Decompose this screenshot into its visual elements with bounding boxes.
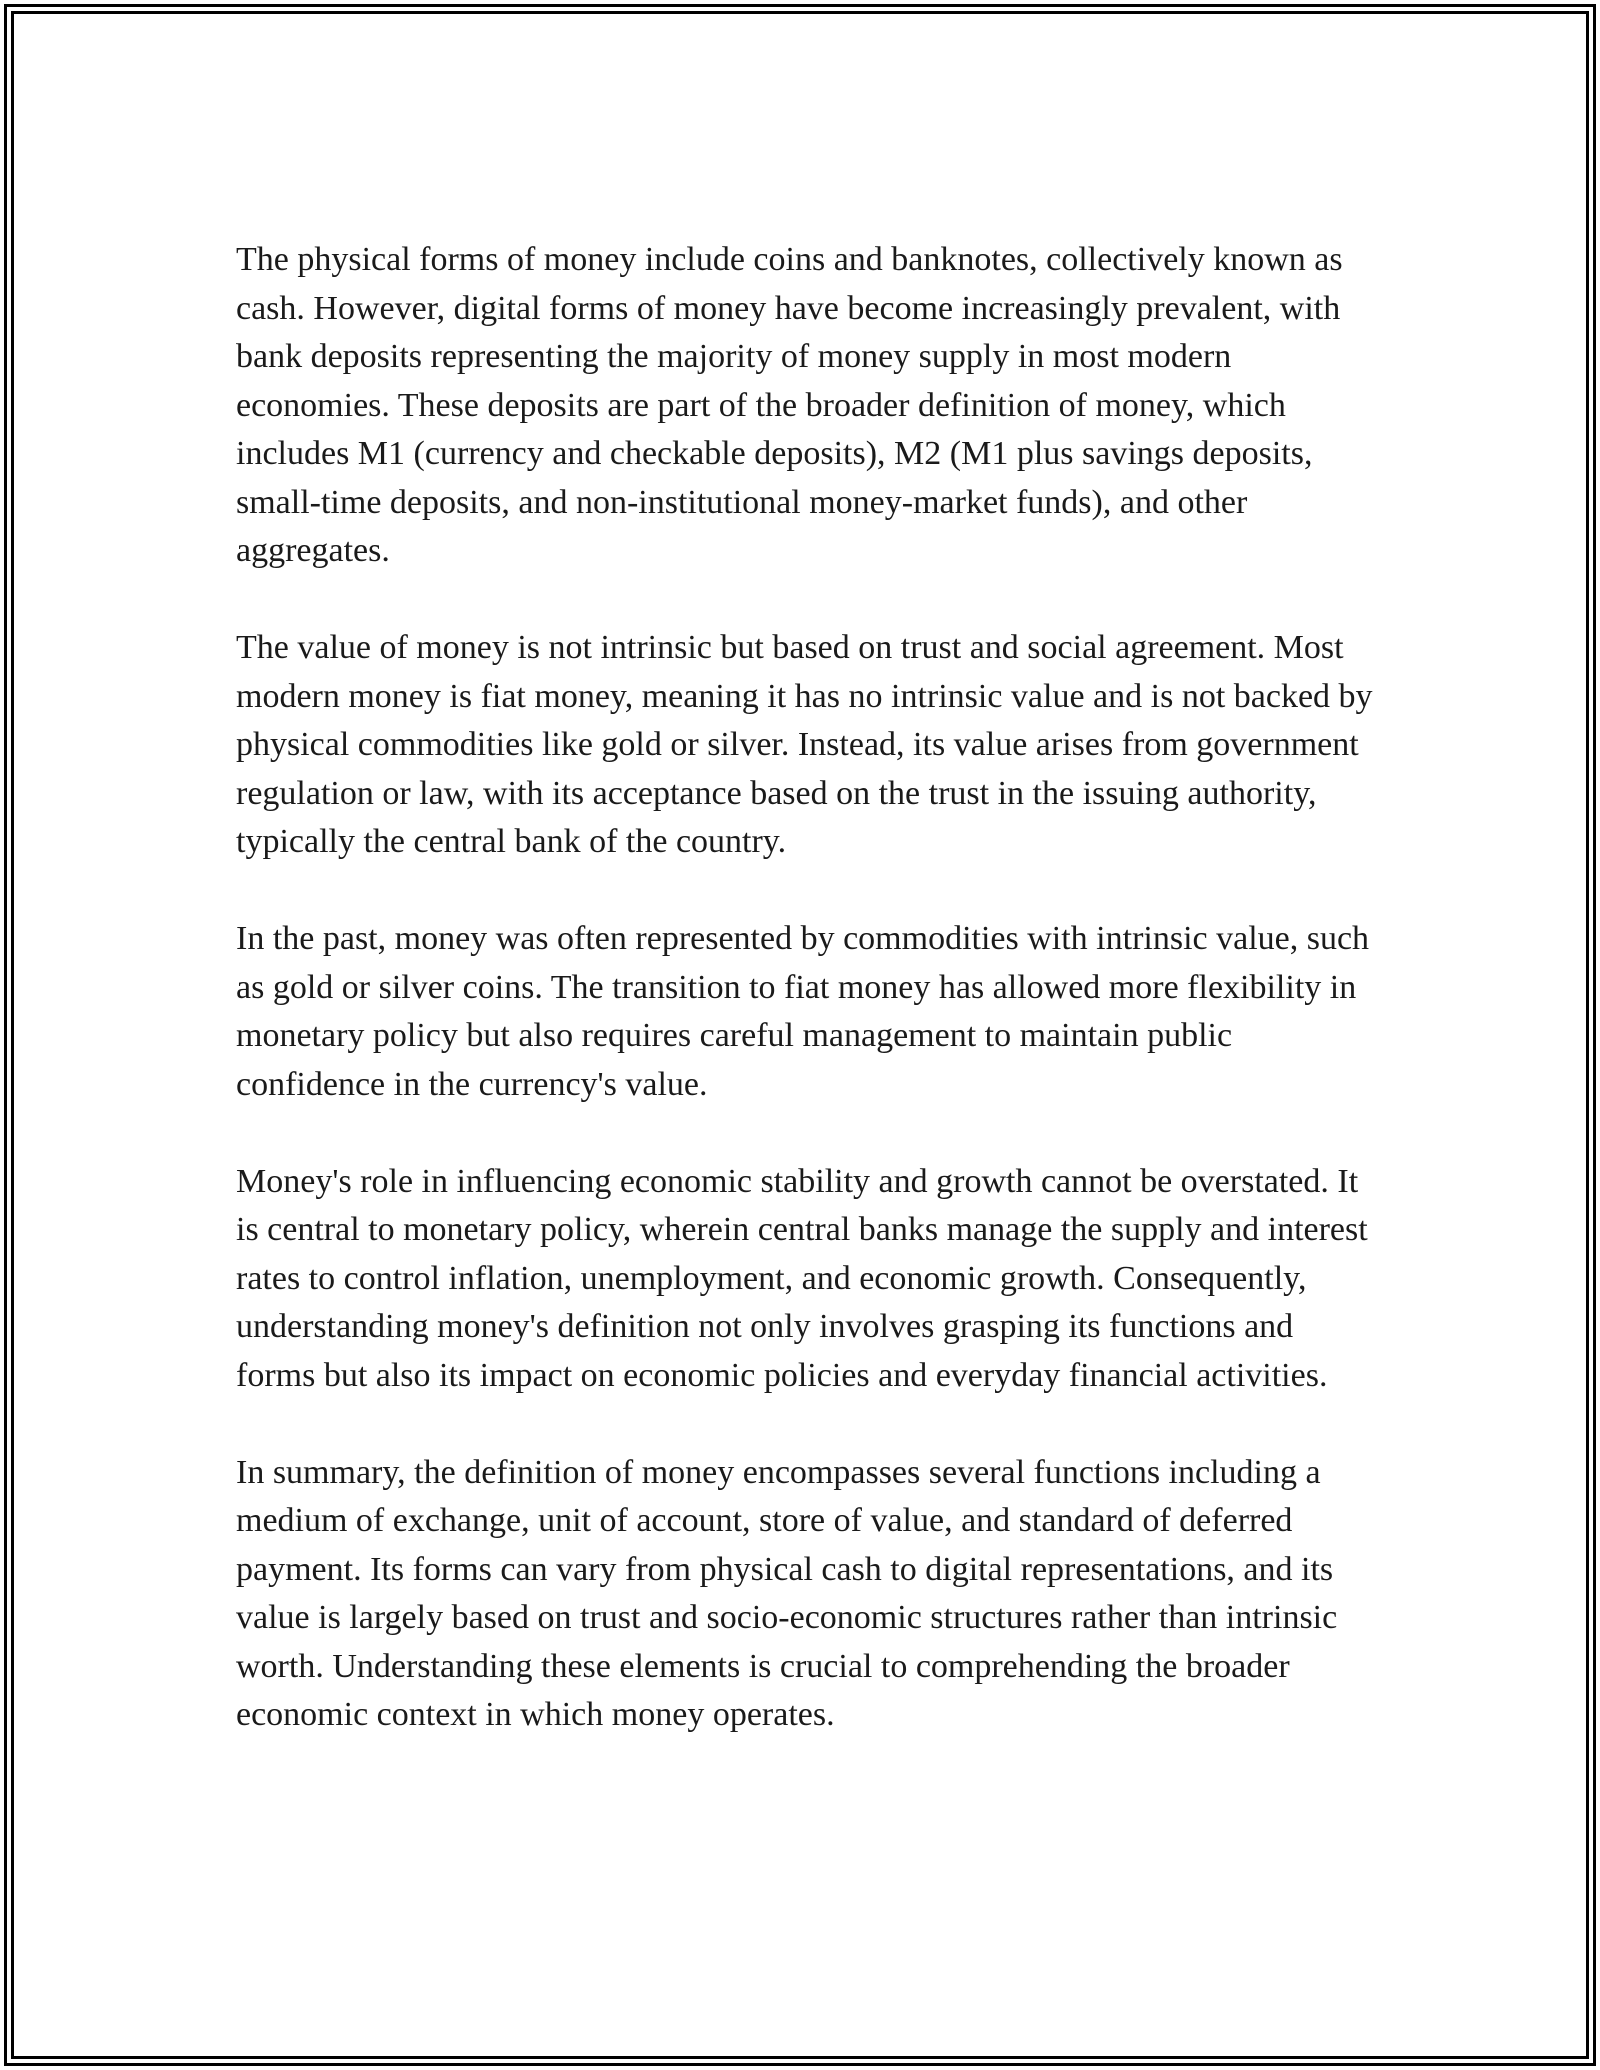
paragraph-value-of-money: The value of money is not intrinsic but based on trust and social agreement. Most modern money is fiat money, meaning it has no intrinsic value and is not backed by physical commodities like gold or silver. Instead, its value arises from government regulation or law, with its acceptance based on the trust in the issuing authority, typically the central bank of the country. <box>236 629 1373 860</box>
paragraph-summary: In summary, the definition of money encompasses several functions including a medium of exchange, unit of account, store of value, and standard of deferred payment. Its forms can vary from physical cash to digital representations, and its value is largely based on trust and socio-economic structures rather than intrinsic worth. Understanding these elements is crucial to comprehending the broader economic context in which money operates. <box>236 1453 1338 1733</box>
paragraph-forms-of-money: The physical forms of money include coins and banknotes, collectively known as cash. However, digital forms of money have become increasingly prevalent, with bank deposits representing the majority of money supply in most modern economies. These deposits are part of the broader definition of money, which includes M1 (currency and checkable deposits), M2 (M1 plus savings deposits, small-time deposits, and non-institutional money-market funds), and other aggregates. <box>236 241 1343 569</box>
document-body <box>236 236 1376 1740</box>
paragraph-economic-role: Money's role in influencing economic stability and growth cannot be overstated. It is central to monetary policy, wherein central banks manage the supply and interest rates to control inflation, unemployment, and economic growth. Consequently, understanding money's definition not only involves grasping its functions and forms but also its impact on economic policies and everyday financial activities. <box>236 1162 1368 1394</box>
paragraph-history-of-money: In the past, money was often represented by commodities with intrinsic value, such as gold or silver coins. The transition to fiat money has allowed more flexibility in monetary policy but also requires careful management to maintain public confidence in the currency's value. <box>236 920 1370 1103</box>
